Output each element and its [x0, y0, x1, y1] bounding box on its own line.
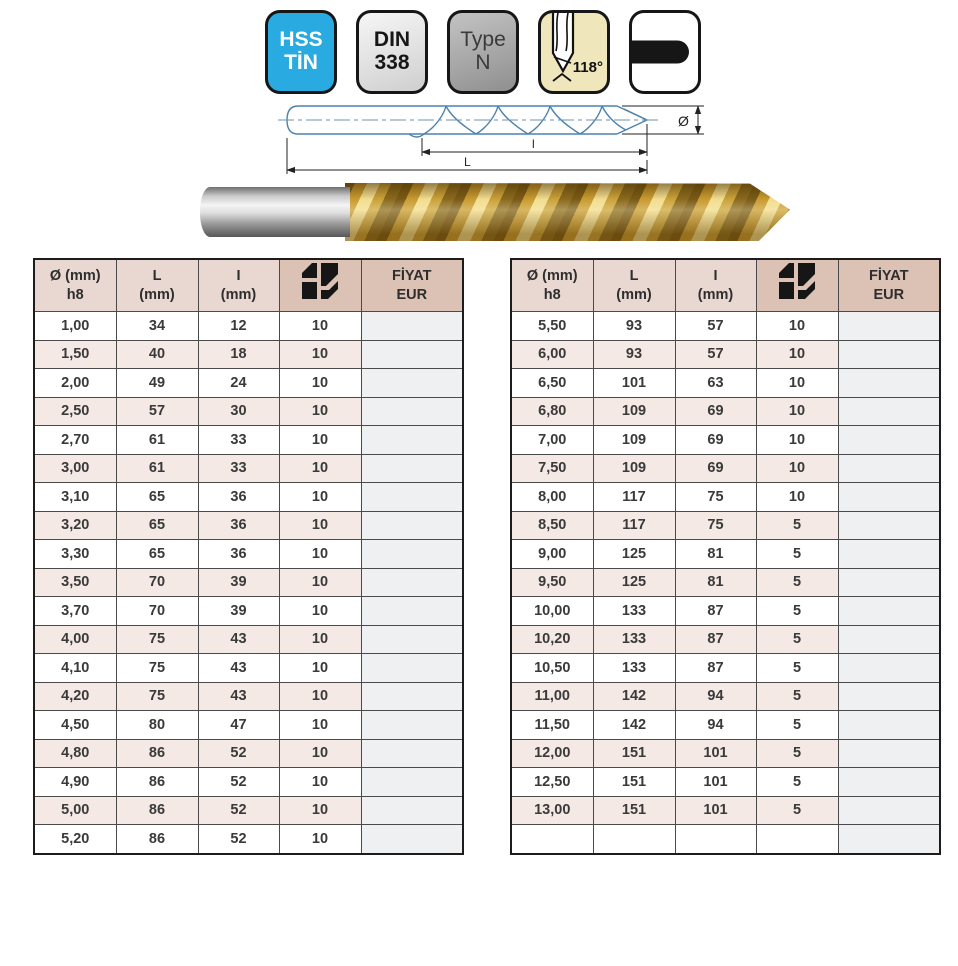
table-row [34, 625, 463, 654]
badge-hss-tin [265, 10, 337, 94]
spec-cell: 9,00 [511, 540, 593, 569]
table-row [511, 825, 940, 854]
price-cell [361, 796, 463, 825]
table-row [34, 483, 463, 512]
price-cell [361, 625, 463, 654]
spec-cell: 2,00 [34, 369, 116, 398]
table-row [34, 796, 463, 825]
table-row [34, 540, 463, 569]
spec-cell: 65 [116, 540, 198, 569]
spec-cell: 109 [593, 454, 675, 483]
spec-cell: 87 [675, 597, 756, 626]
price-cell [361, 340, 463, 369]
price-cell [361, 739, 463, 768]
spec-cell: 5 [756, 511, 838, 540]
table-row [511, 511, 940, 540]
spec-cell: 151 [593, 768, 675, 797]
spec-cell: 70 [116, 568, 198, 597]
spec-cell: 75 [116, 654, 198, 683]
badge-point-angle [538, 10, 610, 94]
price-cell [838, 397, 940, 426]
spec-cell: 86 [116, 739, 198, 768]
property-badges [265, 10, 701, 94]
spec-cell: 101 [675, 768, 756, 797]
flute-length-label: l [532, 137, 535, 151]
spec-cell: 13,00 [511, 796, 593, 825]
spec-cell: 57 [675, 340, 756, 369]
spec-cell: 75 [116, 625, 198, 654]
spec-cell: 10 [279, 654, 361, 683]
price-cell [361, 454, 463, 483]
price-cell [838, 682, 940, 711]
spec-cell: 3,70 [34, 597, 116, 626]
spec-cell: 52 [198, 739, 279, 768]
badge-din-line2: 338 [374, 51, 410, 74]
spec-cell: 151 [593, 796, 675, 825]
table-row [34, 511, 463, 540]
diameter-label: Ø [678, 113, 689, 129]
spec-cell: 94 [675, 711, 756, 740]
spec-cell: 5 [756, 796, 838, 825]
header-diameter: Ø (mm) h8 [511, 259, 593, 312]
spec-cell: 10 [756, 312, 838, 341]
spec-cell: 10 [279, 312, 361, 341]
table-row [511, 369, 940, 398]
spec-cell: 7,00 [511, 426, 593, 455]
package-quantity-icon [300, 261, 340, 305]
spec-cell: 117 [593, 483, 675, 512]
spec-cell: 69 [675, 397, 756, 426]
table-row [34, 682, 463, 711]
table-row [511, 483, 940, 512]
spec-cell: 47 [198, 711, 279, 740]
table-row [511, 426, 940, 455]
table-row [511, 568, 940, 597]
spec-cell: 10 [279, 597, 361, 626]
price-cell [361, 369, 463, 398]
spec-cell: 36 [198, 540, 279, 569]
table-row [34, 739, 463, 768]
header-package-qty [756, 259, 838, 312]
spec-cell: 30 [198, 397, 279, 426]
spec-cell: 142 [593, 711, 675, 740]
spec-cell: 10 [756, 397, 838, 426]
spec-cell: 86 [116, 768, 198, 797]
spec-cell: 57 [116, 397, 198, 426]
price-cell [361, 397, 463, 426]
spec-cell: 52 [198, 768, 279, 797]
spec-cell: 81 [675, 568, 756, 597]
spec-cell: 10 [279, 682, 361, 711]
spec-cell: 39 [198, 568, 279, 597]
spec-cell: 70 [116, 597, 198, 626]
spec-cell: 101 [593, 369, 675, 398]
spec-cell: 5 [756, 768, 838, 797]
spec-cell: 125 [593, 568, 675, 597]
table-row [511, 340, 940, 369]
header-total-length: L (mm) [116, 259, 198, 312]
price-cell [361, 711, 463, 740]
spec-cell: 7,50 [511, 454, 593, 483]
spec-cell: 4,10 [34, 654, 116, 683]
header-price: FİYAT EUR [361, 259, 463, 312]
price-cell [838, 369, 940, 398]
badge-din-338 [356, 10, 428, 94]
spec-cell: 151 [593, 739, 675, 768]
spec-cell: 10 [279, 511, 361, 540]
table-row [511, 796, 940, 825]
spec-cell: 109 [593, 426, 675, 455]
package-quantity-icon [777, 261, 817, 305]
spec-cell: 10 [756, 454, 838, 483]
header-package-qty [279, 259, 361, 312]
spec-cell: 4,90 [34, 768, 116, 797]
price-cell [361, 312, 463, 341]
table-row [511, 540, 940, 569]
price-cell [361, 825, 463, 854]
spec-table-body [511, 312, 940, 854]
table-row [511, 768, 940, 797]
spec-cell: 36 [198, 511, 279, 540]
spec-cell: 63 [675, 369, 756, 398]
table-row [511, 397, 940, 426]
spec-cell: 109 [593, 397, 675, 426]
table-row [34, 825, 463, 854]
spec-cell: 10 [279, 483, 361, 512]
spec-cell: 1,00 [34, 312, 116, 341]
spec-cell: 10 [279, 825, 361, 854]
spec-cell: 10 [756, 483, 838, 512]
table-row [34, 654, 463, 683]
spec-cell: 43 [198, 654, 279, 683]
spec-cell: 6,00 [511, 340, 593, 369]
spec-cell: 10 [279, 739, 361, 768]
spec-cell [511, 825, 593, 854]
spec-cell: 93 [593, 312, 675, 341]
spec-cell: 61 [116, 454, 198, 483]
spec-cell: 12,50 [511, 768, 593, 797]
spec-cell: 93 [593, 340, 675, 369]
spec-cell: 1,50 [34, 340, 116, 369]
spec-cell: 43 [198, 682, 279, 711]
spec-cell: 133 [593, 597, 675, 626]
spec-cell: 81 [675, 540, 756, 569]
table-row [511, 312, 940, 341]
spec-cell: 5,20 [34, 825, 116, 854]
header-row [511, 259, 940, 312]
spec-cell: 10 [279, 625, 361, 654]
spec-cell: 3,50 [34, 568, 116, 597]
spec-cell: 52 [198, 796, 279, 825]
spec-cell: 2,70 [34, 426, 116, 455]
spec-cell: 10,00 [511, 597, 593, 626]
spec-cell: 40 [116, 340, 198, 369]
spec-cell: 12 [198, 312, 279, 341]
spec-cell: 5 [756, 625, 838, 654]
spec-cell: 10 [756, 340, 838, 369]
spec-cell: 3,30 [34, 540, 116, 569]
spec-cell: 11,00 [511, 682, 593, 711]
table-row [34, 454, 463, 483]
spec-cell: 18 [198, 340, 279, 369]
spec-cell: 10 [756, 426, 838, 455]
price-cell [838, 825, 940, 854]
badge-cylindrical-shank [629, 10, 701, 94]
spec-cell: 10 [279, 426, 361, 455]
spec-cell: 39 [198, 597, 279, 626]
spec-cell: 5 [756, 682, 838, 711]
point-angle-label: 118° [572, 58, 603, 76]
spec-cell: 4,80 [34, 739, 116, 768]
spec-cell: 34 [116, 312, 198, 341]
drill-point-icon [541, 13, 607, 91]
spec-cell: 80 [116, 711, 198, 740]
price-cell [838, 768, 940, 797]
header-row [34, 259, 463, 312]
spec-cell: 36 [198, 483, 279, 512]
spec-cell: 117 [593, 511, 675, 540]
header-flute-length: I (mm) [198, 259, 279, 312]
spec-cell: 49 [116, 369, 198, 398]
spec-cell: 5 [756, 568, 838, 597]
spec-cell: 10 [279, 540, 361, 569]
price-cell [838, 625, 940, 654]
spec-cell: 8,00 [511, 483, 593, 512]
price-cell [838, 483, 940, 512]
table-row [34, 426, 463, 455]
table-row [34, 568, 463, 597]
spec-cell: 24 [198, 369, 279, 398]
spec-cell: 87 [675, 654, 756, 683]
spec-cell: 5 [756, 654, 838, 683]
spec-cell: 10 [279, 340, 361, 369]
spec-cell: 10,20 [511, 625, 593, 654]
spec-cell [756, 825, 838, 854]
table-row [34, 711, 463, 740]
spec-cell: 133 [593, 625, 675, 654]
header-flute-length: I (mm) [675, 259, 756, 312]
spec-cell: 75 [675, 511, 756, 540]
price-cell [361, 597, 463, 626]
spec-cell: 4,20 [34, 682, 116, 711]
header-diameter: Ø (mm) h8 [34, 259, 116, 312]
price-cell [838, 739, 940, 768]
badge-type-line1: Type [460, 28, 506, 52]
spec-cell: 10 [279, 568, 361, 597]
spec-cell: 33 [198, 426, 279, 455]
spec-cell: 65 [116, 511, 198, 540]
price-cell [838, 540, 940, 569]
spec-cell: 5 [756, 540, 838, 569]
spec-cell: 6,80 [511, 397, 593, 426]
drill-gold-fluted-body [345, 183, 790, 241]
table-row [511, 597, 940, 626]
spec-cell: 101 [675, 796, 756, 825]
price-cell [838, 796, 940, 825]
spec-cell: 10,50 [511, 654, 593, 683]
table-row [511, 454, 940, 483]
spec-cell: 125 [593, 540, 675, 569]
drill-outline [287, 106, 647, 137]
right-spec-table [510, 258, 941, 855]
drill-dimension-diagram [272, 94, 712, 180]
spec-cell: 133 [593, 654, 675, 683]
spec-cell: 52 [198, 825, 279, 854]
drill-silver-shank [200, 187, 350, 237]
spec-cell: 10 [756, 369, 838, 398]
spec-cell: 57 [675, 312, 756, 341]
table-row [511, 682, 940, 711]
spec-cell: 43 [198, 625, 279, 654]
spec-cell: 5,50 [511, 312, 593, 341]
price-cell [838, 568, 940, 597]
price-cell [838, 312, 940, 341]
drill-bit-photo [200, 183, 790, 241]
price-cell [838, 711, 940, 740]
spec-cell: 4,00 [34, 625, 116, 654]
spec-cell: 4,50 [34, 711, 116, 740]
spec-cell: 3,00 [34, 454, 116, 483]
price-cell [361, 511, 463, 540]
price-cell [838, 454, 940, 483]
spec-cell: 69 [675, 426, 756, 455]
badge-type-n [447, 10, 519, 94]
spec-cell [675, 825, 756, 854]
table-row [34, 340, 463, 369]
price-cell [361, 654, 463, 683]
price-cell [838, 654, 940, 683]
price-cell [361, 483, 463, 512]
table-row [511, 654, 940, 683]
table-row [34, 768, 463, 797]
spec-cell: 3,20 [34, 511, 116, 540]
spec-cell: 5 [756, 597, 838, 626]
price-cell [361, 568, 463, 597]
header-total-length: L (mm) [593, 259, 675, 312]
spec-cell: 8,50 [511, 511, 593, 540]
price-cell [361, 768, 463, 797]
table-row [511, 739, 940, 768]
spec-cell: 6,50 [511, 369, 593, 398]
spec-cell: 10 [279, 768, 361, 797]
spec-cell: 10 [279, 711, 361, 740]
price-cell [361, 426, 463, 455]
spec-table-body [34, 312, 463, 854]
spec-cell: 10 [279, 397, 361, 426]
spec-cell [593, 825, 675, 854]
table-row [34, 597, 463, 626]
spec-cell: 33 [198, 454, 279, 483]
spec-cell: 75 [675, 483, 756, 512]
dimension-lines [287, 106, 704, 174]
table-row [511, 625, 940, 654]
spec-cell: 142 [593, 682, 675, 711]
spec-cell: 5,00 [34, 796, 116, 825]
price-cell [838, 340, 940, 369]
spec-cell: 2,50 [34, 397, 116, 426]
spec-tables [33, 258, 941, 855]
price-cell [838, 597, 940, 626]
badge-type-line2: N [475, 51, 491, 74]
table-row [34, 312, 463, 341]
spec-cell: 10 [279, 796, 361, 825]
spec-cell: 75 [116, 682, 198, 711]
spec-cell: 10 [279, 454, 361, 483]
price-cell [838, 426, 940, 455]
header-price: FİYAT EUR [838, 259, 940, 312]
spec-cell: 94 [675, 682, 756, 711]
spec-cell: 87 [675, 625, 756, 654]
badge-din-line1: DIN [373, 28, 411, 52]
spec-cell: 65 [116, 483, 198, 512]
spec-cell: 12,00 [511, 739, 593, 768]
badge-hss-line2: TİN [284, 51, 318, 74]
total-length-label: L [464, 155, 471, 169]
spec-cell: 5 [756, 711, 838, 740]
spec-cell: 9,50 [511, 568, 593, 597]
spec-cell: 86 [116, 825, 198, 854]
price-cell [361, 540, 463, 569]
spec-cell: 69 [675, 454, 756, 483]
spec-cell: 61 [116, 426, 198, 455]
badge-hss-line1: HSS [279, 28, 323, 52]
spec-cell: 10 [279, 369, 361, 398]
price-cell [361, 682, 463, 711]
table-row [34, 397, 463, 426]
spec-cell: 3,10 [34, 483, 116, 512]
spec-cell: 101 [675, 739, 756, 768]
cylindrical-shank-icon [632, 41, 689, 64]
table-row [511, 711, 940, 740]
spec-cell: 86 [116, 796, 198, 825]
spec-cell: 11,50 [511, 711, 593, 740]
spec-cell: 5 [756, 739, 838, 768]
table-row [34, 369, 463, 398]
price-cell [838, 511, 940, 540]
left-spec-table [33, 258, 464, 855]
